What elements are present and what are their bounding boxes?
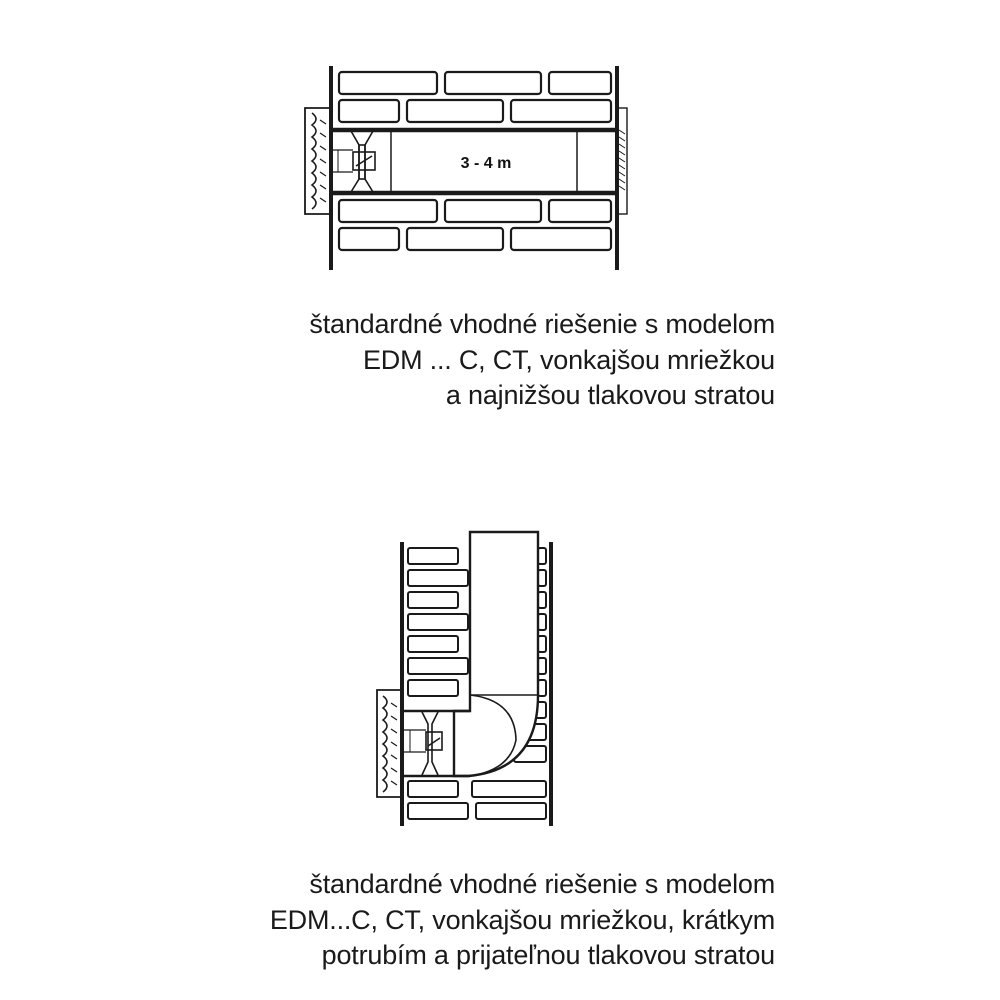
outer-grille-louvres-icon xyxy=(312,113,326,209)
duct-length-label: 3 - 4 m xyxy=(460,155,512,172)
caption-top xyxy=(135,307,775,414)
caption-line: štandardné vhodné riešenie s modelom xyxy=(309,309,775,339)
diagram-elbow-duct xyxy=(377,532,551,826)
fan-unit-icon xyxy=(331,131,375,192)
outer-grille-housing xyxy=(305,108,331,214)
caption-line: EDM ... C, CT, vonkajšou mriežkou xyxy=(362,344,775,375)
outer-grille-louvres-icon xyxy=(383,696,397,792)
fan-unit-icon xyxy=(402,712,442,775)
outer-grille-housing xyxy=(377,690,402,797)
bricks-left xyxy=(408,548,468,819)
caption-line: potrubím a prijateľnou tlakovou stratou xyxy=(321,940,775,970)
caption-line: štandardné vhodné riešenie s modelom xyxy=(309,869,775,899)
vertical-duct xyxy=(454,532,538,776)
caption-bottom xyxy=(135,867,775,974)
caption-line: EDM...C, CT, vonkajšou mriežkou, krátkym xyxy=(269,904,775,935)
caption-line: a najnižšou tlakovou stratou xyxy=(445,380,775,410)
bricks-upper xyxy=(339,72,611,122)
bricks-lower xyxy=(339,200,611,250)
